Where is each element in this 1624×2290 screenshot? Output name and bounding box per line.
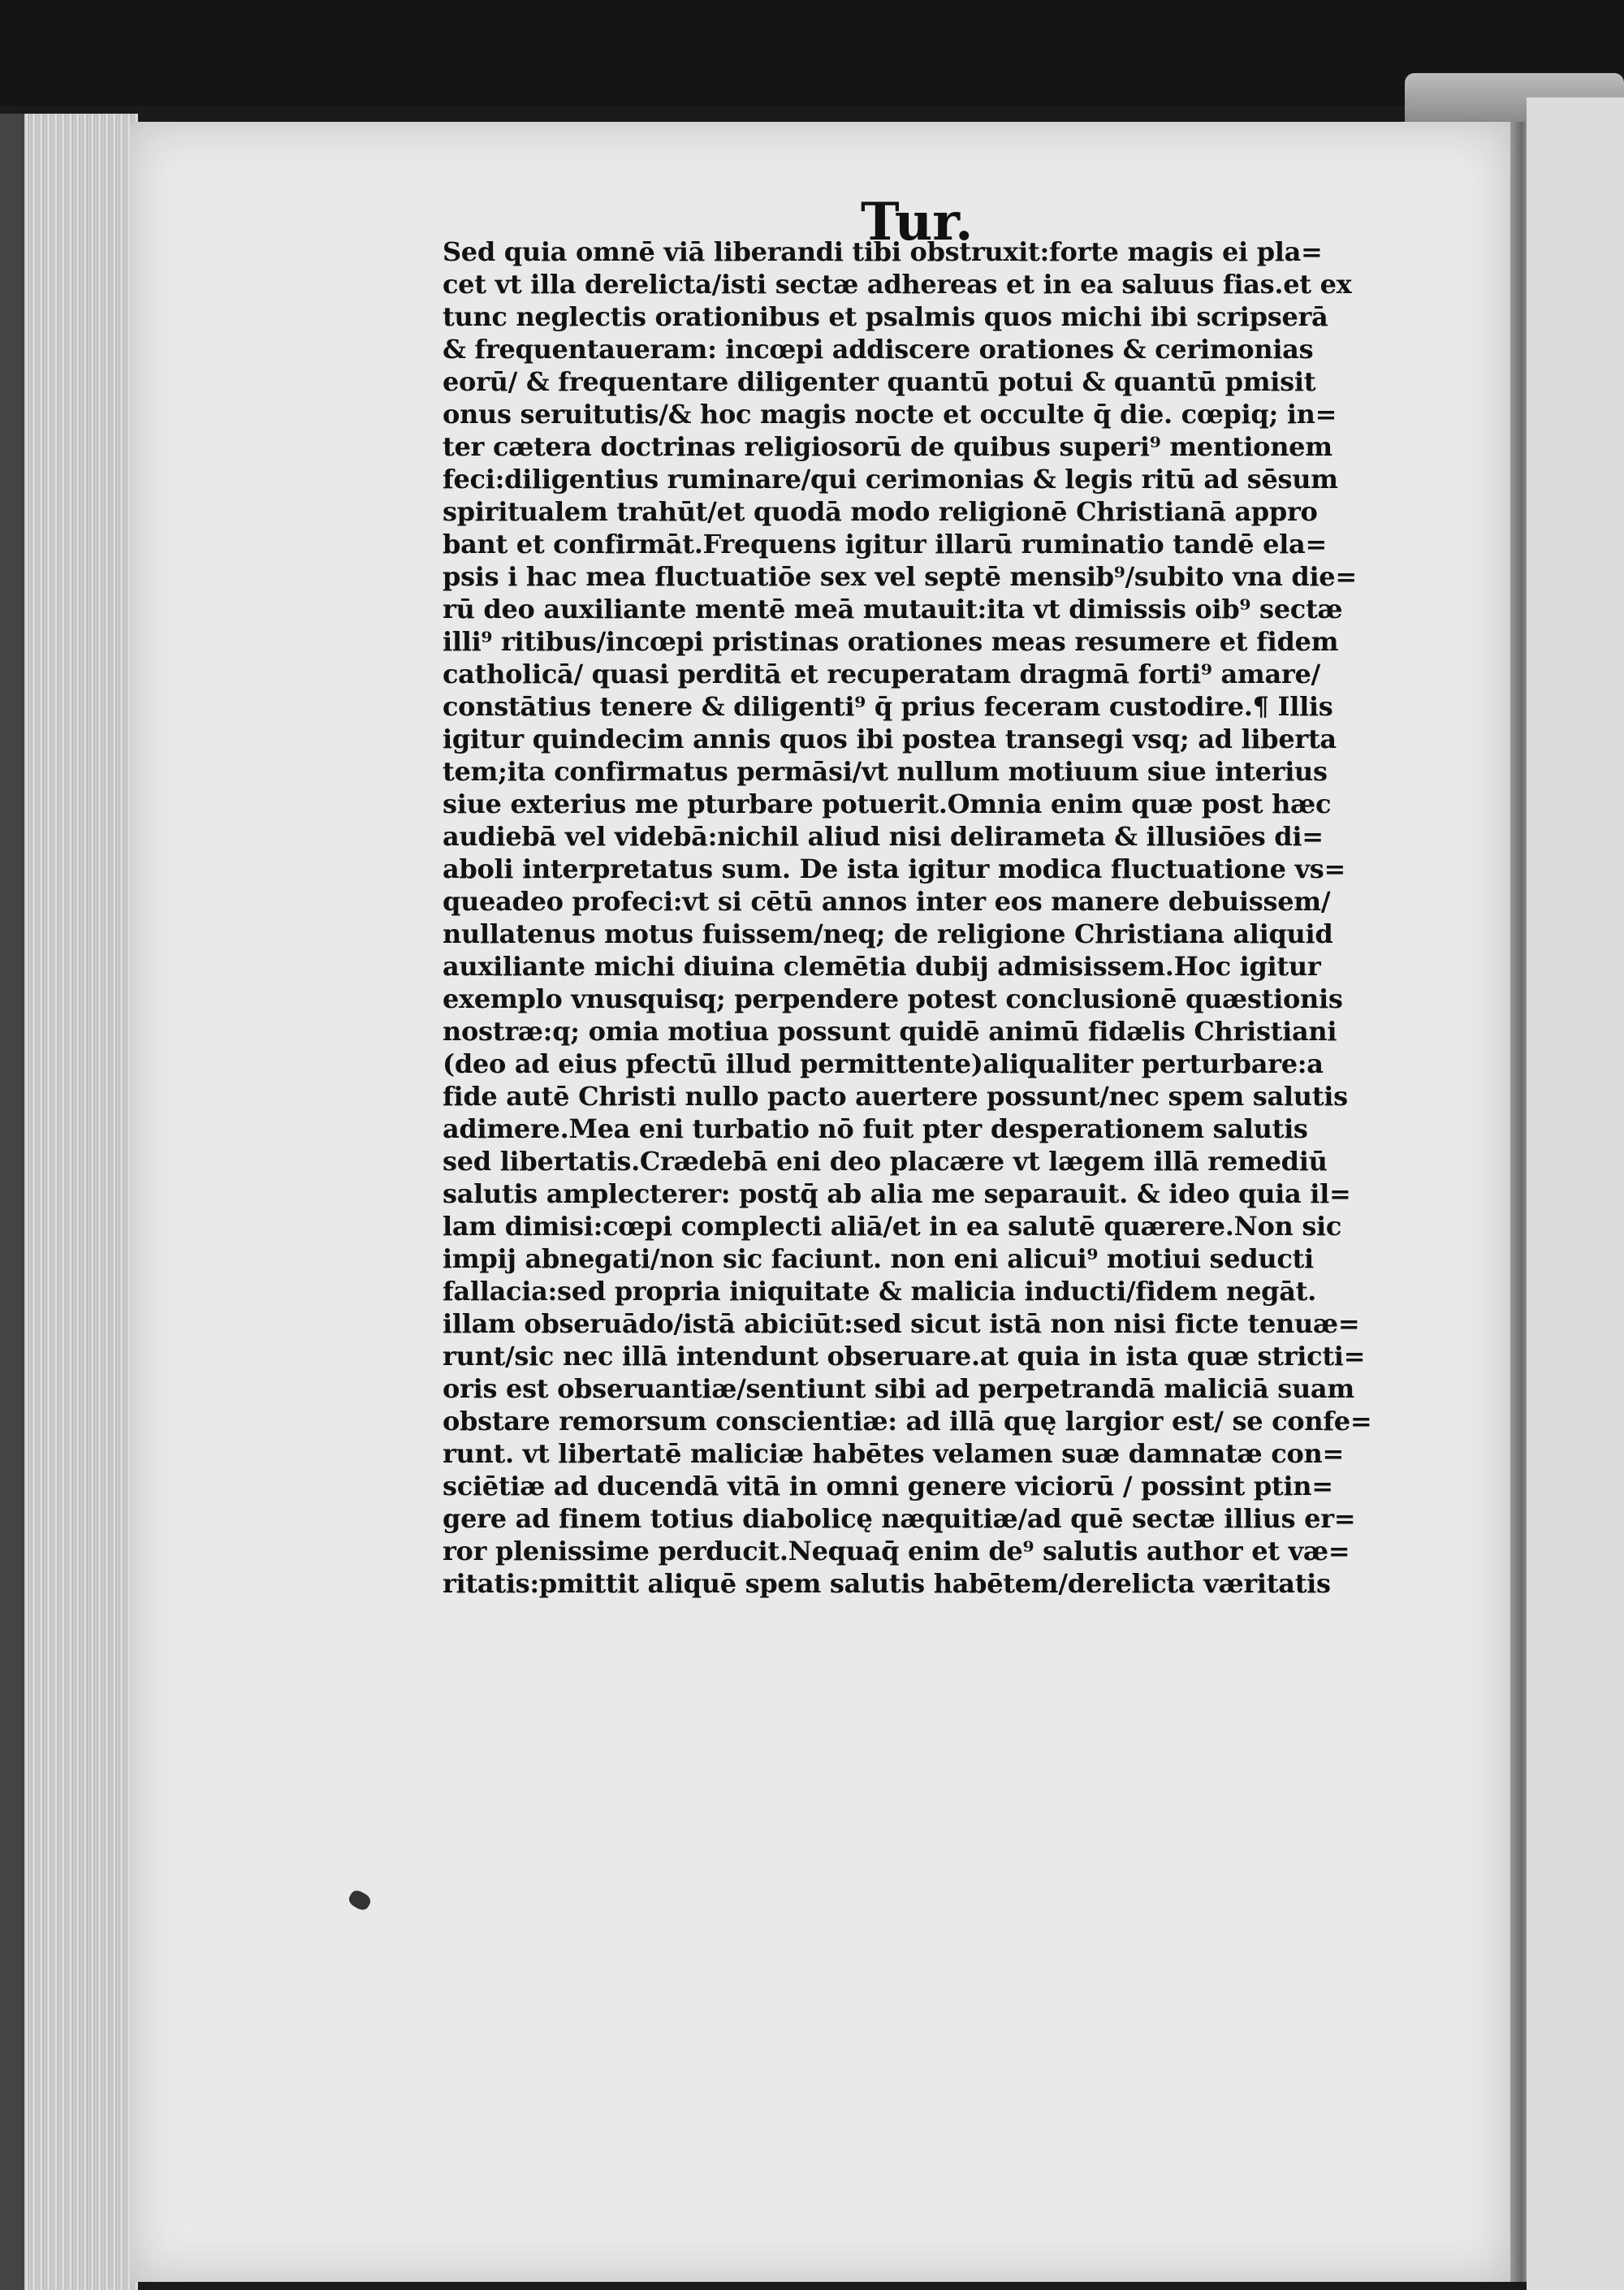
- text-line: onus seruitutis/& hoc magis nocte et occulte q̄ die. cœpiq; in=: [443, 399, 1337, 430]
- page-title: Tur.: [861, 192, 974, 253]
- text-line: tunc neglectis orationibus et psalmis quos michi ibi scripserā: [443, 301, 1328, 332]
- text-line: igitur quindecim annis quos ibi postea transegi vsq; ad liberta: [443, 724, 1337, 754]
- text-line: aboli interpretatus sum. De ista igitur modica fluctuatione vs=: [443, 853, 1345, 884]
- text-line: audiebā vel videbā:nichil aliud nisi delirameta & illusiōes di=: [443, 821, 1324, 852]
- text-line: siue exterius me pturbare potuerit.Omnia enim quæ post hæc: [443, 789, 1332, 819]
- text-line: bant et confirmāt.Frequens igitur illarū ruminatio tandē ela=: [443, 529, 1327, 560]
- text-line: salutis amplecterer: postq̄ ab alia me separauit. & ideo quia il=: [443, 1178, 1351, 1209]
- text-line: ritatis:pmittit aliquē spem salutis habētem/derelicta væritatis: [443, 1568, 1331, 1599]
- text-line: runt. vt libertatē maliciæ habētes velamen suæ damnatæ con=: [443, 1438, 1344, 1469]
- book-page: [130, 122, 1510, 2282]
- text-line: illam obseruādo/istā abiciūt:sed sicut istā non nisi ficte tenuæ=: [443, 1308, 1360, 1339]
- text-line: constātius tenere & diligenti⁹ q̄ prius feceram custodire.¶ Illis: [443, 691, 1333, 722]
- text-line: fallacia:sed propria iniquitate & malicia inducti/fidem negāt.: [443, 1276, 1316, 1307]
- text-line: oris est obseruantiæ/sentiunt sibi ad perpetrandā maliciā suam: [443, 1373, 1354, 1404]
- text-line: lam dimisi:cœpi complecti aliā/et in ea salutē quærere.Non sic: [443, 1211, 1342, 1242]
- text-line: ror plenissime perducit.Nequaq̄ enim de⁹ salutis author et væ=: [443, 1536, 1350, 1566]
- text-line: exemplo vnusquisq; perpendere potest conclusionē quæstionis: [443, 983, 1343, 1014]
- text-line: runt/sic nec illā intendunt obseruare.at quia in ista quæ stricti=: [443, 1341, 1366, 1372]
- text-line: auxiliante michi diuina clemētia dubij admisissem.Hoc igitur: [443, 951, 1321, 982]
- text-line: Sed quia omnē viā liberandi tibi obstruxit:forte magis ei pla=: [443, 236, 1323, 267]
- book-edge-shadow: [0, 114, 24, 2290]
- text-line: gere ad finem totius diabolicę næquitiæ/ad quē sectæ illius er=: [443, 1503, 1356, 1534]
- scan-background: [0, 0, 1624, 106]
- text-line: eorū/ & frequentare diligenter quantū potui & quantū pmisit: [443, 366, 1316, 397]
- text-line: nostræ:q; omia motiua possunt quidē animū fidælis Christiani: [443, 1016, 1337, 1047]
- text-line: (deo ad eius pfectū illud permittente)aliqualiter perturbare:a: [443, 1048, 1324, 1079]
- text-line: ter cætera doctrinas religiosorū de quibus superi⁹ mentionem: [443, 431, 1332, 462]
- text-line: adimere.Mea eni turbatio nō fuit pter desperationem salutis: [443, 1113, 1308, 1144]
- ink-blot-mark: [347, 1888, 374, 1912]
- text-line: sciētiæ ad ducendā vitā in omni genere viciorū / possint ptin=: [443, 1471, 1333, 1501]
- text-line: illi⁹ ritibus/incœpi pristinas orationes meas resumere et fidem: [443, 626, 1339, 657]
- text-line: feci:diligentius ruminare/qui cerimonias & legis ritū ad sēsum: [443, 464, 1338, 495]
- text-line: tem;ita confirmatus permāsi/vt nullum motiuum siue interius: [443, 756, 1328, 787]
- text-line: & frequentaueram: incœpi addiscere orationes & cerimonias: [443, 334, 1314, 365]
- text-line: fide autē Christi nullo pacto auertere possunt/nec spem salutis: [443, 1081, 1348, 1112]
- text-line: sed libertatis.Crædebā eni deo placære vt lægem illā remediū: [443, 1146, 1328, 1177]
- text-line: spiritualem trahūt/et quodā modo religionē Christianā appro: [443, 496, 1318, 527]
- text-block: [443, 235, 1579, 1600]
- text-line: cet vt illa derelicta/isti sectæ adhereas et in ea saluus fias.et ex: [443, 269, 1352, 300]
- text-line: rū deo auxiliante mentē meā mutauit:ita vt dimissis oib⁹ sectæ: [443, 594, 1343, 624]
- text-line: impij abnegati/non sic faciunt. non eni alicui⁹ motiui seducti: [443, 1243, 1314, 1274]
- text-line: queadeo profeci:vt si cētū annos inter eos manere debuissem/: [443, 886, 1331, 917]
- text-line: catholicā/ quasi perditā et recuperatam dragmā forti⁹ amare/: [443, 659, 1320, 689]
- text-line: obstare remorsum conscientiæ: ad illā quę largior est/ se confe=: [443, 1406, 1372, 1437]
- text-line: nullatenus motus fuissem/neq; de religione Christiana aliquid: [443, 918, 1333, 949]
- text-line: psis i hac mea fluctuatiōe sex vel septē mensib⁹/subito vna die=: [443, 561, 1357, 592]
